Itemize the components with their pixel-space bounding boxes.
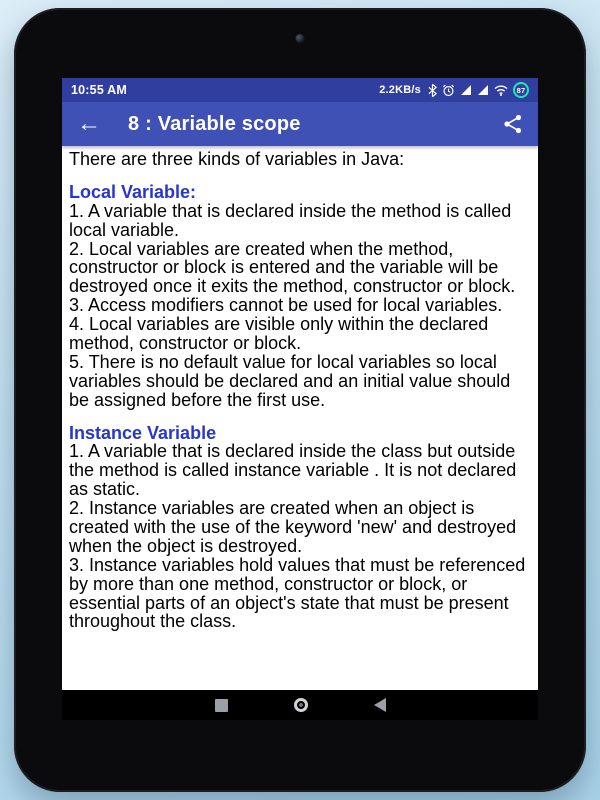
article-content (62, 146, 538, 690)
recents-icon[interactable] (215, 699, 228, 712)
intro-text: There are three kinds of variables in Java: (69, 149, 405, 169)
list-item: 2. Local variables are created when the method, constructor or block is entered and the variable will be destroyed once it exits the method, constructor or block. (69, 238, 516, 297)
front-camera (296, 34, 305, 43)
tablet-device-frame (14, 8, 586, 792)
alarm-icon (442, 84, 455, 97)
device-screen (62, 78, 538, 720)
list-item: 3. Access modifiers cannot be used for local variables. (69, 295, 503, 316)
list-item: 2. Instance variables are created when an object is created with the use of the keyword 'new' and destroyed when the object is destroyed. (69, 498, 517, 556)
battery-percent: 87 (516, 85, 526, 95)
status-bar (62, 78, 538, 102)
list-item: 3. Instance variables hold values that must be referenced by more than one method, constructor or block, or essential parts of an object's state that must be present throughout the class. (69, 554, 526, 632)
section-heading-instance-variable: Instance Variable (69, 422, 217, 443)
battery-icon (513, 82, 529, 98)
back-icon[interactable] (374, 698, 386, 712)
home-icon[interactable] (294, 698, 308, 712)
navigation-bar (62, 690, 538, 720)
back-arrow-icon[interactable]: ← (77, 110, 101, 137)
bluetooth-icon (428, 84, 437, 97)
list-item: 4. Local variables are visible only within the declared method, constructor or block. (69, 314, 489, 354)
signal-icon (477, 84, 489, 96)
wifi-icon (494, 85, 508, 96)
share-icon[interactable] (503, 114, 523, 134)
list-item: 1. A variable that is declared inside the class but outside the method is called instance variable . It is not declared as static. (69, 441, 517, 500)
list-item: 1. A variable that is declared inside the method is called local variable. (69, 200, 512, 240)
section-heading-local-variable: Local Variable: (69, 181, 197, 202)
status-time: 10:55 AM (71, 83, 128, 97)
app-bar (62, 102, 538, 146)
signal-icon (460, 84, 472, 96)
list-item: 5. There is no default value for local variables so local variables should be declared and an initial value should be assigned before the first use. (69, 351, 511, 410)
page-title: 8 : Variable scope (128, 112, 301, 135)
network-speed: 2.2KB/s (379, 84, 421, 96)
status-icons (379, 82, 529, 98)
